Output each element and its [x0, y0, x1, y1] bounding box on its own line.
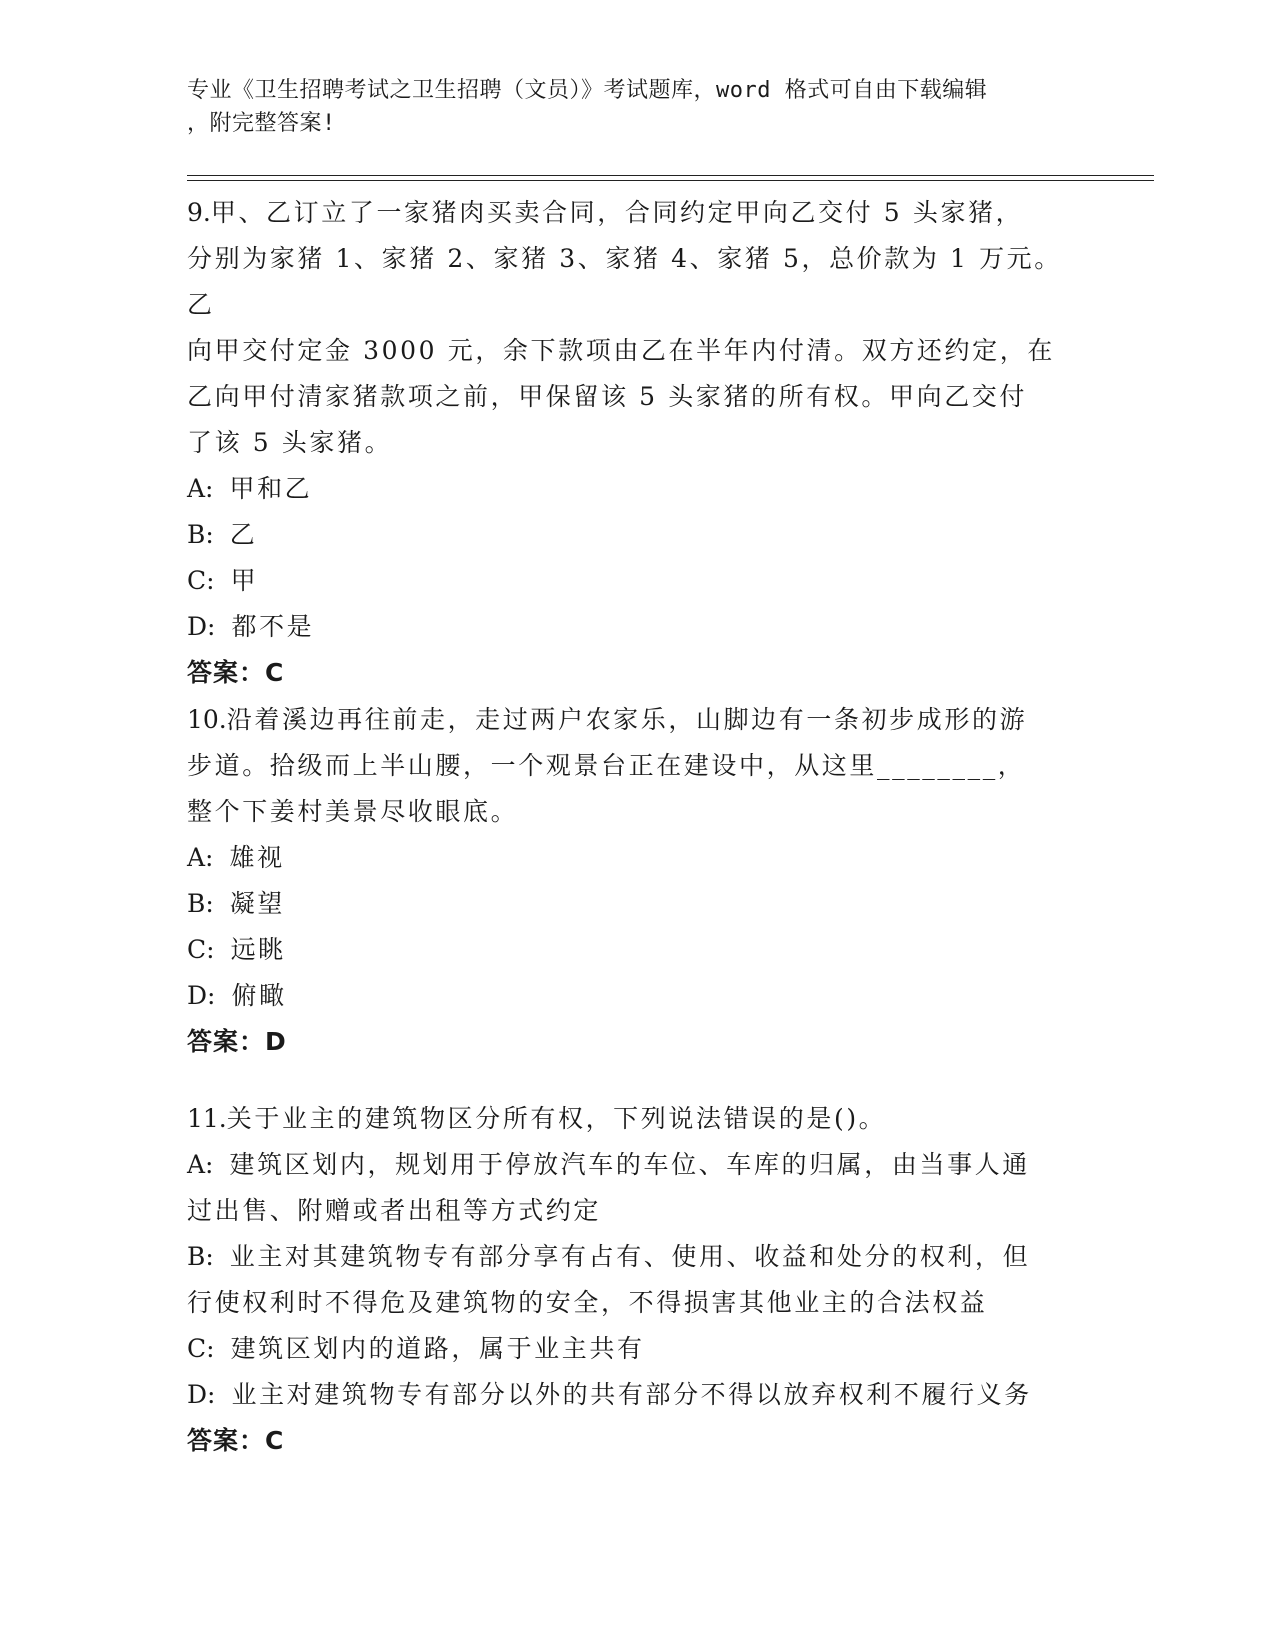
option-b-continued: 行使权利时不得危及建筑物的安全，不得损害其他业主的合法权益: [187, 1288, 988, 1317]
document-header: [187, 74, 1087, 140]
stem-line: 甲、乙订立了一家猪肉买卖合同，合同约定甲向乙交付 5 头家猪，: [210, 198, 1024, 227]
question-number: 9.: [187, 198, 211, 227]
option-text: 甲: [230, 566, 259, 595]
answer-label: 答案：D: [187, 1027, 287, 1056]
option-text: 都不是: [231, 612, 315, 641]
option-a: [187, 1142, 1087, 1188]
stem-line: 沿着溪边再往前走，走过两户农家乐，山脚边有一条初步成形的游: [226, 705, 1028, 734]
option-key: A:: [187, 474, 214, 503]
option-key: D:: [187, 612, 216, 641]
option-key: D:: [187, 981, 216, 1010]
stem-line: 向甲交付定金 3000 元，余下款项由乙在半年内付清。双方还约定，在: [187, 336, 1055, 365]
option-key: C:: [187, 1334, 215, 1363]
stem-line: 步道。拾级而上半山腰，一个观景台正在建设中，从这里________，: [187, 751, 1026, 780]
option-key: C:: [187, 935, 215, 964]
option-text: 乙: [229, 520, 258, 549]
option-text: 建筑区划内的道路，属于业主共有: [230, 1334, 645, 1363]
header-divider-bottom: [187, 180, 1154, 181]
stem-line: 关于业主的建筑物区分所有权，下列说法错误的是()。: [226, 1104, 887, 1133]
option-text: 远眺: [230, 935, 286, 964]
option-text: 建筑区划内，规划用于停放汽车的车位、车库的归属，由当事人通: [229, 1150, 1030, 1179]
option-a-continued: 过出售、附赠或者出租等方式约定: [187, 1196, 602, 1225]
stem-line: 了该 5 头家猪。: [187, 428, 393, 457]
option-key: B:: [187, 1242, 214, 1271]
question-number: 10.: [187, 705, 227, 734]
option-key: A:: [187, 1150, 214, 1179]
option-key: C:: [187, 566, 215, 595]
option-key: B:: [187, 889, 214, 918]
option-key: A:: [187, 843, 214, 872]
stem-line: 整个下姜村美景尽收眼底。: [187, 797, 519, 826]
option-text: 雄视: [229, 843, 285, 872]
option-b: [187, 881, 1087, 927]
option-a: [187, 835, 1087, 881]
option-d: [187, 604, 1087, 650]
header-line-1: 专业《卫生招聘考试之卫生招聘（文员）》考试题库，word 格式可自由下载编辑: [187, 78, 988, 103]
option-text: 俯瞰: [231, 981, 287, 1010]
question-number: 11.: [187, 1104, 227, 1133]
option-a: [187, 466, 1087, 512]
answer-label: 答案：C: [187, 1426, 285, 1455]
question-stem: [187, 697, 1087, 743]
option-text: 业主对建筑物专有部分以外的共有部分不得以放弃权利不履行义务: [231, 1380, 1032, 1409]
option-text: 凝望: [229, 889, 285, 918]
question-stem: [187, 1096, 1087, 1142]
option-text: 业主对其建筑物专有部分享有占有、使用、收益和处分的权利，但: [229, 1242, 1031, 1271]
option-d: [187, 1372, 1087, 1418]
header-divider-top: [187, 175, 1154, 176]
question-10: [187, 697, 1087, 1065]
question-9: [187, 190, 1087, 696]
option-d: [187, 973, 1087, 1019]
option-b: [187, 512, 1087, 558]
option-key: D:: [187, 1380, 216, 1409]
answer-label: 答案：C: [187, 658, 285, 687]
stem-line: 分别为家猪 1、家猪 2、家猪 3、家猪 4、家猪 5，总价款为 1 万元。乙: [187, 244, 1062, 319]
option-b: [187, 1234, 1087, 1280]
question-11: [187, 1096, 1087, 1464]
option-c: [187, 558, 1087, 604]
option-c: [187, 927, 1087, 973]
option-text: 甲和乙: [229, 474, 313, 503]
question-stem: [187, 190, 1087, 236]
option-c: [187, 1326, 1087, 1372]
option-key: B:: [187, 520, 214, 549]
header-line-2: ，附完整答案!: [187, 111, 336, 136]
stem-line: 乙向甲付清家猪款项之前，甲保留该 5 头家猪的所有权。甲向乙交付: [187, 382, 1028, 411]
